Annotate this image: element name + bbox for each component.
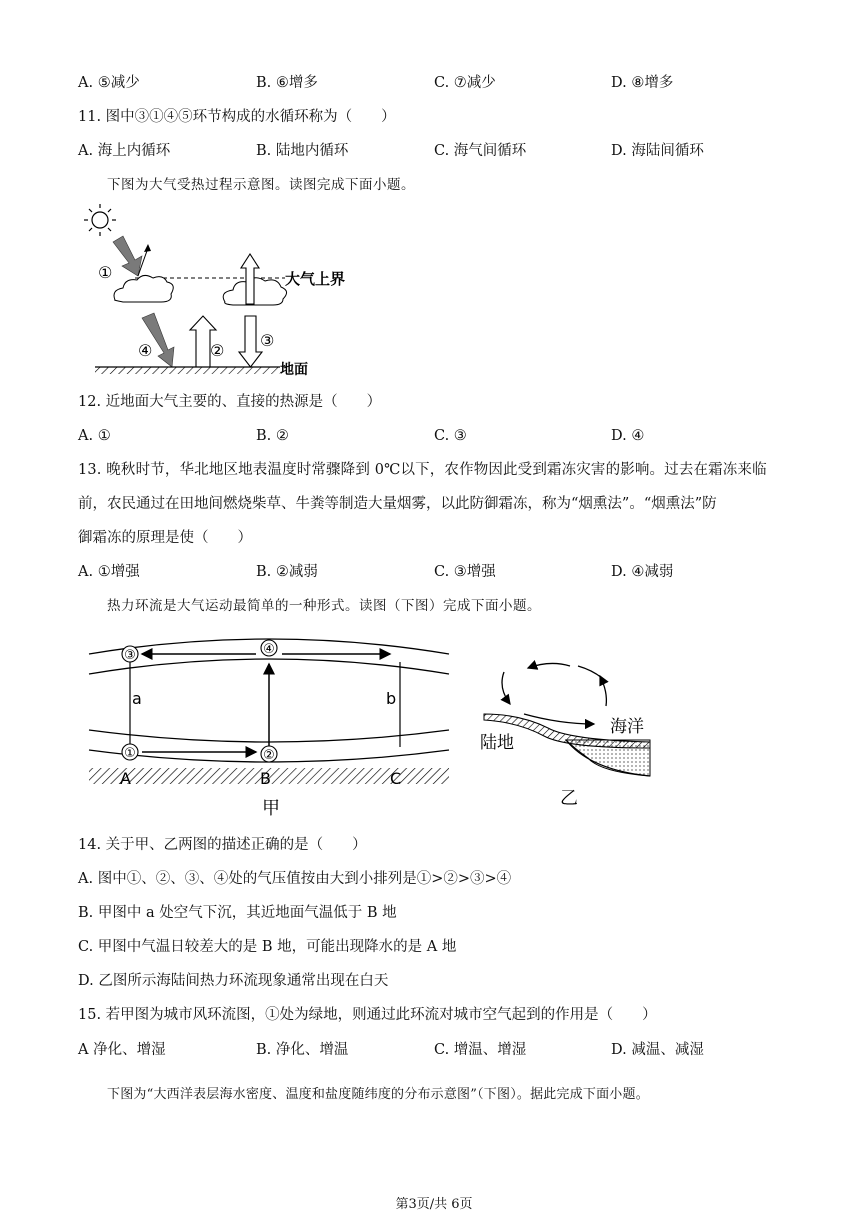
- caption-yi: 乙: [560, 788, 578, 809]
- q13-option-c: C. ③增强: [434, 564, 496, 580]
- q11-option-a: A. 海上内循环: [78, 143, 171, 159]
- ground-label-a: A: [120, 769, 131, 788]
- q15-option-c: C. 增温、增湿: [434, 1042, 527, 1058]
- label-land: 陆地: [480, 733, 514, 753]
- q12-option-a: A. ①: [78, 428, 111, 444]
- thermal-circulation-diagram-jia: [84, 632, 454, 822]
- ground-label-b: B: [260, 769, 271, 788]
- q11-option-c: C. 海气间循环: [434, 143, 527, 159]
- q10-option-b: B. ⑥增多: [256, 75, 318, 91]
- intro-atmosphere-heating: 下图为大气受热过程示意图。读图完成下面小题。: [107, 177, 415, 193]
- q13-option-d: D. ④减弱: [611, 564, 674, 580]
- cloud-right: [223, 278, 286, 305]
- point-1: ①: [124, 746, 136, 761]
- q10-option-a: A. ⑤减少: [78, 75, 140, 91]
- label-ground: 地面: [280, 362, 308, 378]
- q15-option-d: D. 减温、减湿: [611, 1042, 704, 1058]
- point-3: ③: [124, 648, 136, 663]
- q15-option-a: A 净化、增湿: [78, 1042, 166, 1058]
- q12-option-b: B. ②: [256, 428, 289, 444]
- label-atmosphere-top: 大气上界: [285, 270, 346, 288]
- q14-option-a: A. 图中①、②、③、④处的气压值按由大到小排列是①>②>③>④: [78, 871, 512, 887]
- q13-option-a: A. ①增强: [78, 564, 140, 580]
- marker-1: ①: [98, 263, 113, 282]
- q13-stem-line-3: 御霜冻的原理是使（ ）: [78, 530, 252, 546]
- side-label-b: b: [386, 689, 397, 708]
- q12-option-d: D. ④: [611, 428, 645, 444]
- solar-radiation-arrow: [113, 236, 142, 276]
- q15-stem: 15. 若甲图为城市风环流图，①处为绿地，则通过此环流对城市空气起到的作用是（ ）: [78, 1007, 657, 1023]
- intro-thermal-circulation: 热力环流是大气运动最简单的一种形式。读图（下图）完成下面小题。: [107, 598, 541, 614]
- ground-hatch: [95, 367, 280, 374]
- q10-option-c: C. ⑦减少: [434, 75, 496, 91]
- intro-atlantic-distribution: 下图为“大西洋表层海水密度、温度和盐度随纬度的分布示意图”（下图）。据此完成下面小题。: [107, 1087, 649, 1102]
- land-sea-breeze-diagram-yi: [470, 652, 660, 812]
- q14-stem: 14. 关于甲、乙两图的描述正确的是（ ）: [78, 837, 367, 853]
- q13-stem-line-2: 前，农民通过在田地间燃烧柴草、牛粪等制造大量烟雾，以此防御霜冻，称为“烟熏法”。“烟熏法”防: [78, 496, 717, 512]
- q12-stem: 12. 近地面大气主要的、直接的热源是（ ）: [78, 394, 382, 410]
- marker-3: ③: [260, 331, 275, 350]
- q13-option-b: B. ②减弱: [256, 564, 318, 580]
- q13-stem-line-1: 13. 晚秋时节，华北地区地表温度时常骤降到 0℃以下，农作物因此受到霜冻灾害的影响。过去在霜冻来临: [78, 462, 767, 478]
- label-sea: 海洋: [610, 717, 644, 737]
- ground-label-c: C: [390, 769, 402, 788]
- q15-option-b: B. 净化、增温: [256, 1042, 349, 1058]
- side-label-a: a: [132, 689, 142, 708]
- marker-2: ②: [210, 341, 225, 360]
- q11-stem: 11. 图中③①④⑤环节构成的水循环称为（ ）: [78, 109, 396, 125]
- q12-option-c: C. ③: [434, 428, 467, 444]
- sun-icon: [84, 204, 116, 236]
- page-footer: 第3页/共 6页: [395, 1197, 473, 1212]
- atmospheric-counter-radiation-arrow: [239, 316, 262, 367]
- point-4: ④: [263, 642, 275, 657]
- cloud-left: [114, 275, 173, 302]
- q14-option-d: D. 乙图所示海陆间热力环流现象通常出现在白天: [78, 973, 389, 989]
- q11-option-d: D. 海陆间循环: [611, 143, 704, 159]
- atmosphere-heating-diagram: [80, 200, 380, 380]
- point-2: ②: [263, 748, 275, 763]
- q14-option-b: B. 甲图中 a 处空气下沉，其近地面气温低于 B 地: [78, 905, 397, 921]
- q11-option-b: B. 陆地内循环: [256, 143, 349, 159]
- q10-option-d: D. ⑧增多: [611, 75, 674, 91]
- caption-jia: 甲: [262, 798, 280, 819]
- q14-option-c: C. 甲图中气温日较差大的是 B 地，可能出现降水的是 A 地: [78, 939, 457, 955]
- marker-4: ④: [138, 341, 153, 360]
